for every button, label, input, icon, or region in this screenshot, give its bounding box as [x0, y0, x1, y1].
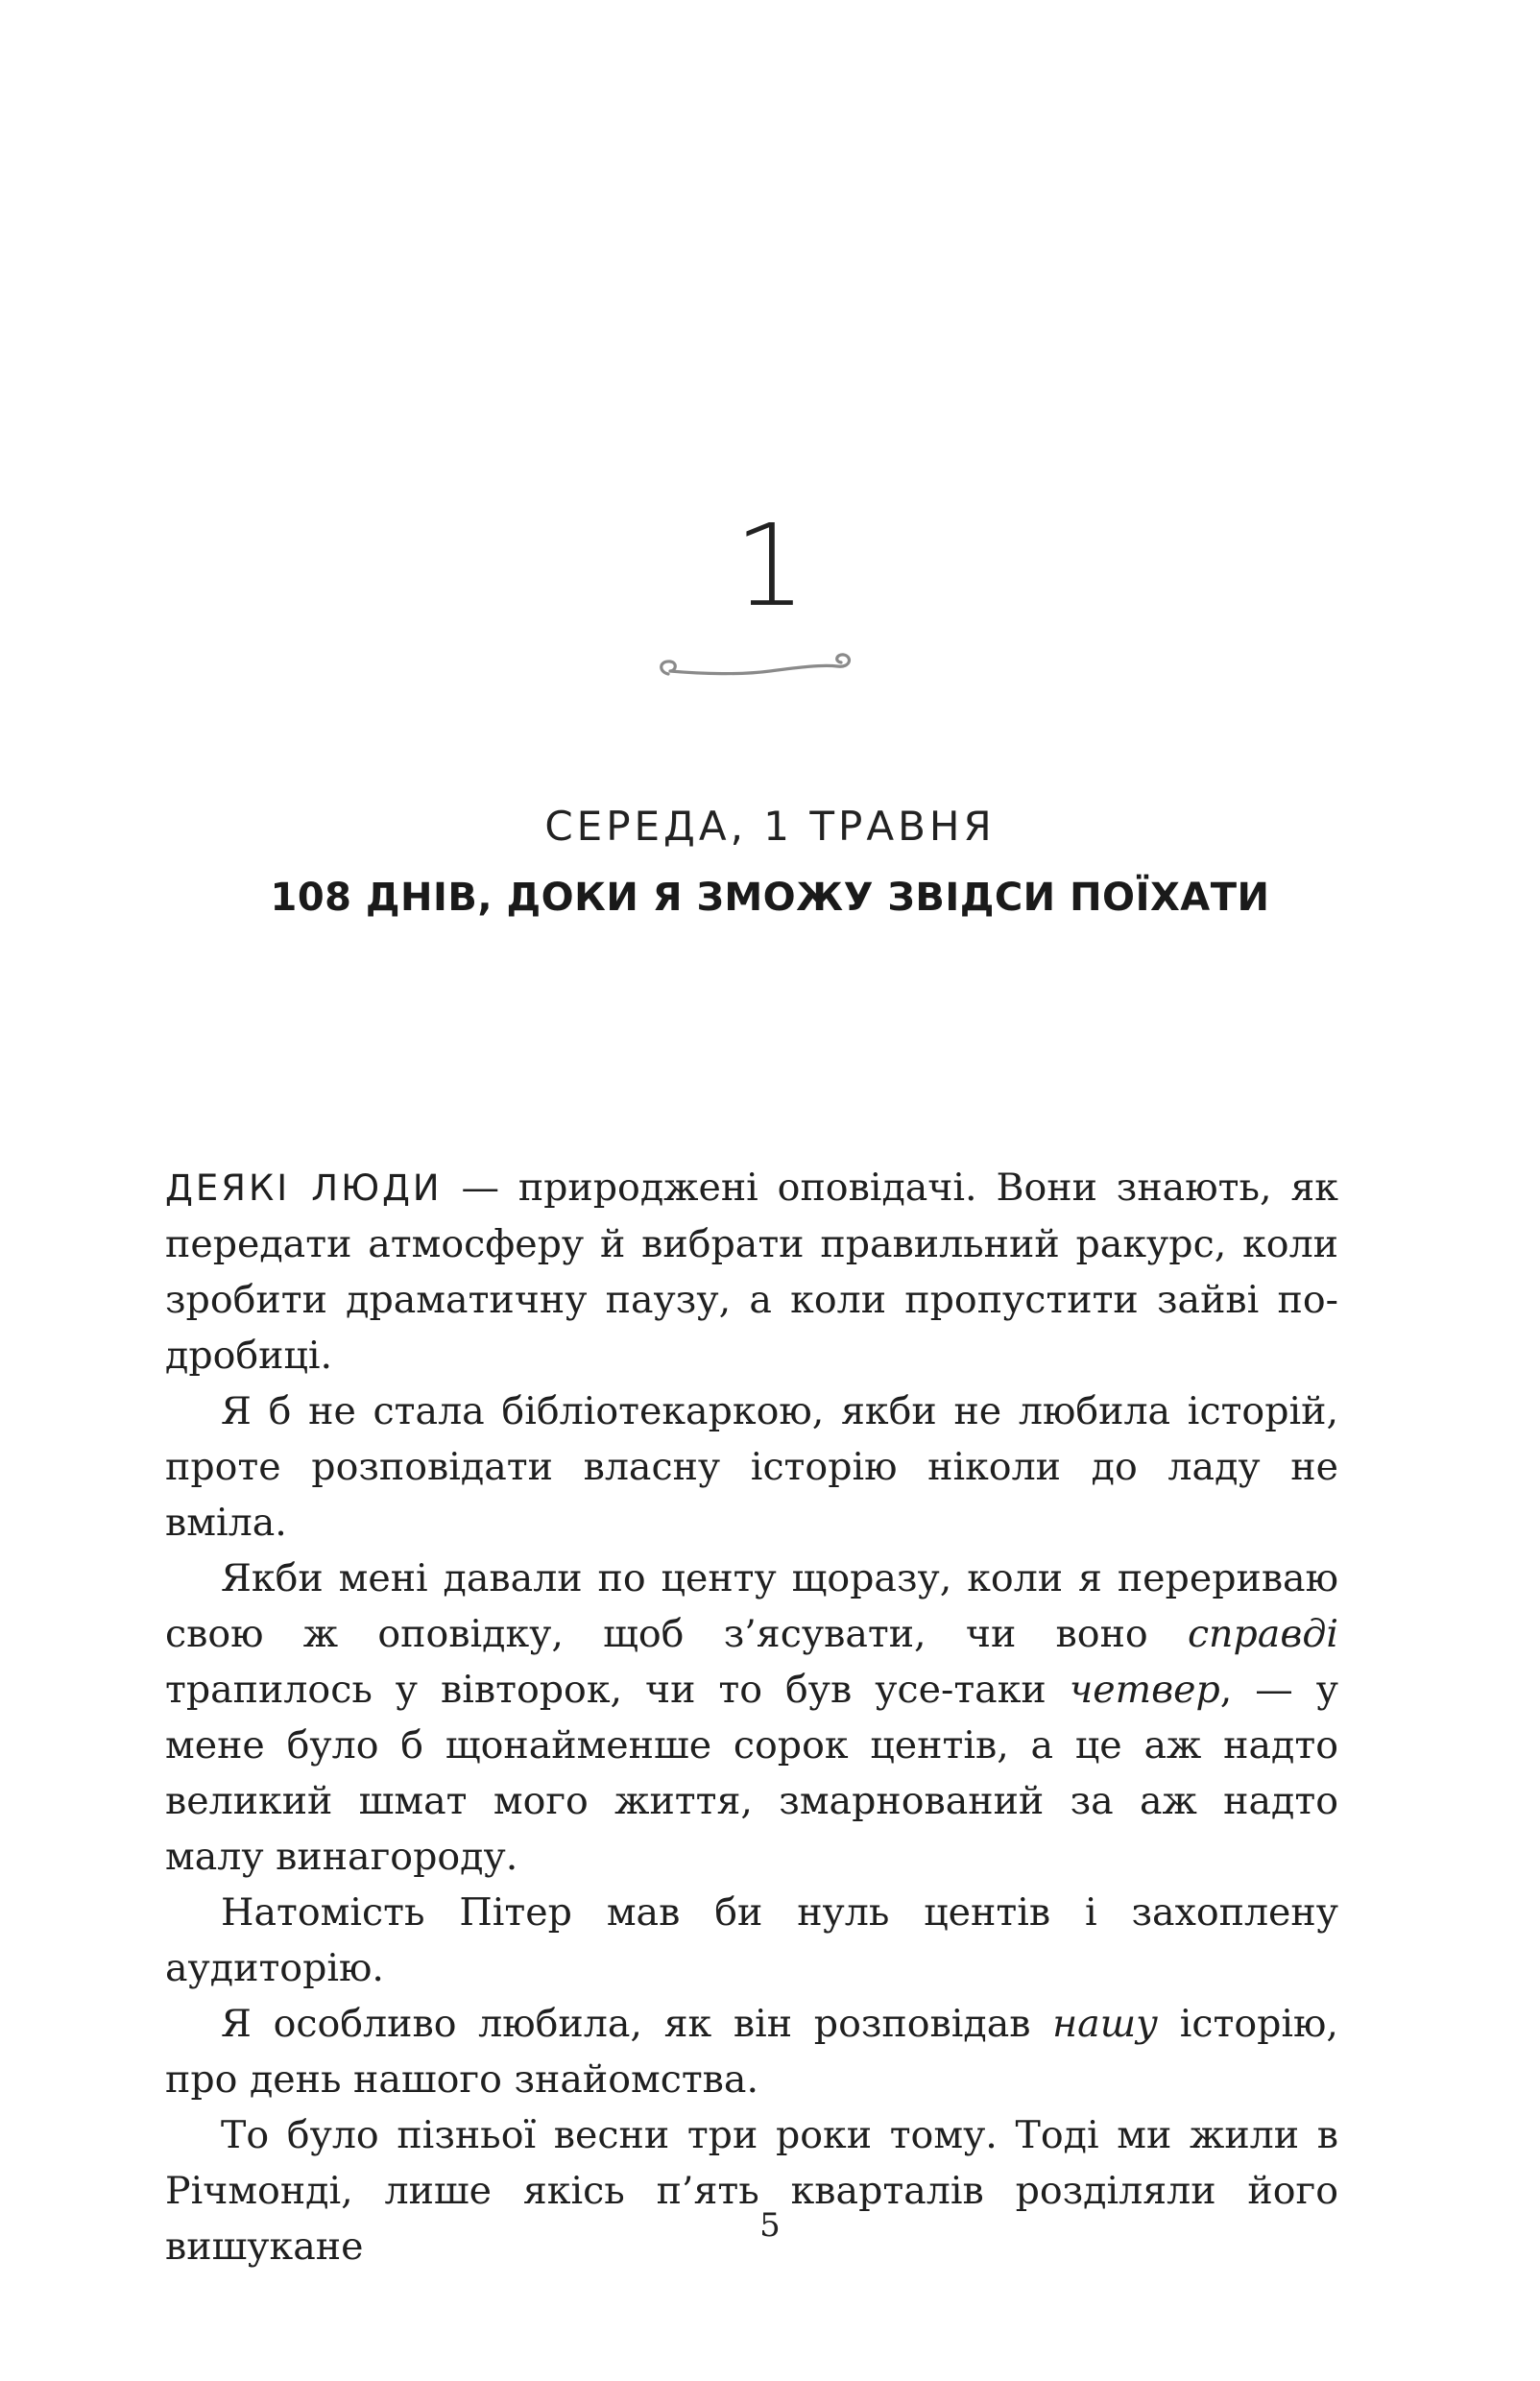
paragraph-4: Натомість Пітер мав би нуль центів і захоплену аудиторію. [165, 1890, 1338, 1990]
paragraph-1-text: — природжені оповідачі. Вони знають, як передати атмосферу й вибрати правильний ракурс, коли зробити драматичну паузу, а коли пропустити зайві подробиці. [165, 1166, 1338, 1378]
chapter-number: 1 [734, 499, 806, 632]
chapter-countdown: 108 ДНІВ, ДОКИ Я ЗМОЖУ ЗВІДСИ ПОЇХАТИ [270, 876, 1270, 920]
paragraph-3-part-b: трапилось у вівторок, чи то був усе-таки [165, 1668, 1070, 1712]
paragraph-3-part-a: Якби мені давали по центу щоразу, коли я перериваю свою ж оповідку, щоб з’ясувати, чи воно [165, 1556, 1338, 1656]
paragraph-5-part-a: Я особливо любила, як він розповідав [221, 2002, 1053, 2046]
emphasis-chetver: четвер [1069, 1668, 1220, 1712]
emphasis-nashu: нашу [1052, 2002, 1159, 2046]
flourish-divider-icon [655, 645, 858, 687]
paragraph-5-part-b: історію, про день нашого знайомства. [165, 2002, 1338, 2102]
chapter-date: СЕРЕДА, 1 ТРАВНЯ [544, 803, 996, 850]
paragraph-6: То було пізньої весни три роки тому. Тоді ми жили в Річмонді, лише якісь п’ять кварталів розділяли його вишукане [165, 2113, 1338, 2269]
emphasis-spravdi: справді [1187, 1612, 1338, 1656]
paragraph-3-part-c: , — у мене було б щонайменше сорок центів, а це аж надто великий шмат мого життя, змарнований за аж надто малу винагороду. [165, 1668, 1338, 1879]
paragraph-1 [165, 1160, 1338, 1383]
paragraph-3 [165, 1551, 1338, 1885]
lead-in-caps: ДЕЯКІ ЛЮДИ [165, 1167, 443, 1209]
page-number: 5 [759, 2206, 781, 2245]
paragraph-5 [165, 1996, 1338, 2107]
paragraph-2: Я б не стала бібліотекаркою, якби не любила історій, проте розповідати власну історію ніколи до ладу не вміла. [165, 1389, 1338, 1545]
body-text [165, 1160, 1338, 2274]
